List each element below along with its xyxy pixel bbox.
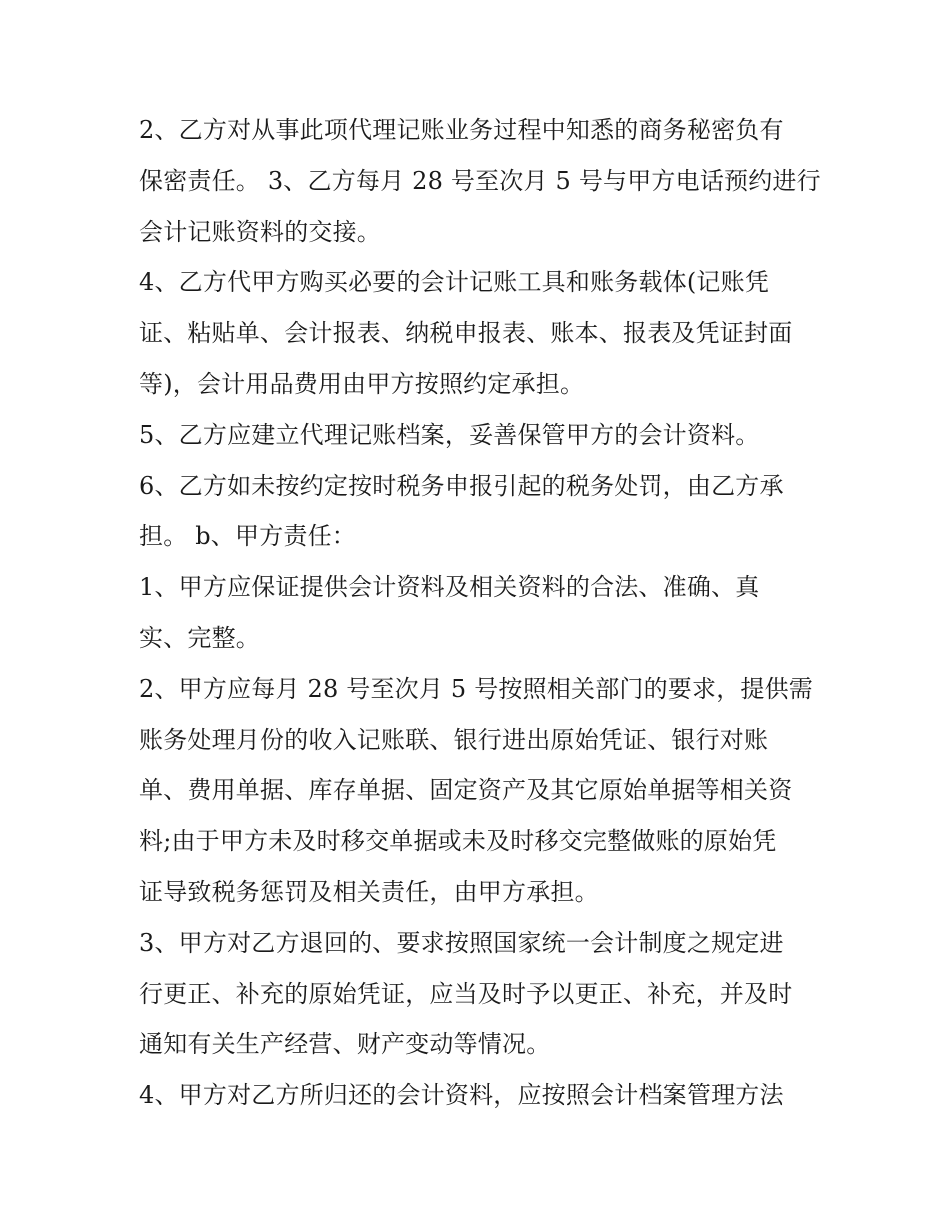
text-line: 会计记账资料的交接。 (139, 217, 381, 246)
text-line: 等)，会计用品费用由甲方按照约定承担。 (139, 369, 585, 398)
text-line: 保密责任。 3、乙方每月 28 号至次月 5 号与甲方电话预约进行 (139, 166, 821, 195)
text-line: 单、费用单据、库存单据、固定资产及其它原始单据等相关资 (139, 776, 793, 805)
text-line: 料;由于甲方未及时移交单据或未及时移交完整做账的原始凭 (139, 827, 777, 856)
text-line: 5、乙方应建立代理记账档案，妥善保管甲方的会计资料。 (139, 420, 760, 449)
text-line: 2、甲方应每月 28 号至次月 5 号按照相关部门的要求，提供需 (139, 674, 813, 703)
text-line: 3、甲方对乙方退回的、要求按照国家统一会计制度之规定进 (139, 928, 784, 957)
text-line: 2、乙方对从事此项代理记账业务过程中知悉的商务秘密负有 (139, 116, 784, 144)
text-line: 6、乙方如未按约定按时税务申报引起的税务处罚，由乙方承 (139, 471, 784, 500)
text-line: 担。 b、甲方责任： (139, 522, 356, 551)
text-line: 行更正、补充的原始凭证，应当及时予以更正、补充，并及时 (139, 979, 793, 1008)
text-line: 证导致税务惩罚及相关责任，由甲方承担。 (139, 877, 599, 906)
text-line: 证、粘贴单、会计报表、纳税申报表、账本、报表及凭证封面 (139, 319, 793, 348)
text-line: 通知有关生产经营、财产变动等情况。 (139, 1030, 551, 1059)
document-body (139, 105, 829, 1121)
text-line: 1、甲方应保证提供会计资料及相关资料的合法、准确、真 (139, 573, 760, 602)
text-line: 账务处理月份的收入记账联、银行进出原始凭证、银行对账 (139, 725, 769, 754)
text-line: 实、完整。 (139, 623, 260, 652)
text-line: 4、乙方代甲方购买必要的会计记账工具和账务载体(记账凭 (139, 268, 770, 297)
text-line: 4、甲方对乙方所归还的会计资料，应按照会计档案管理方法 (139, 1081, 784, 1110)
